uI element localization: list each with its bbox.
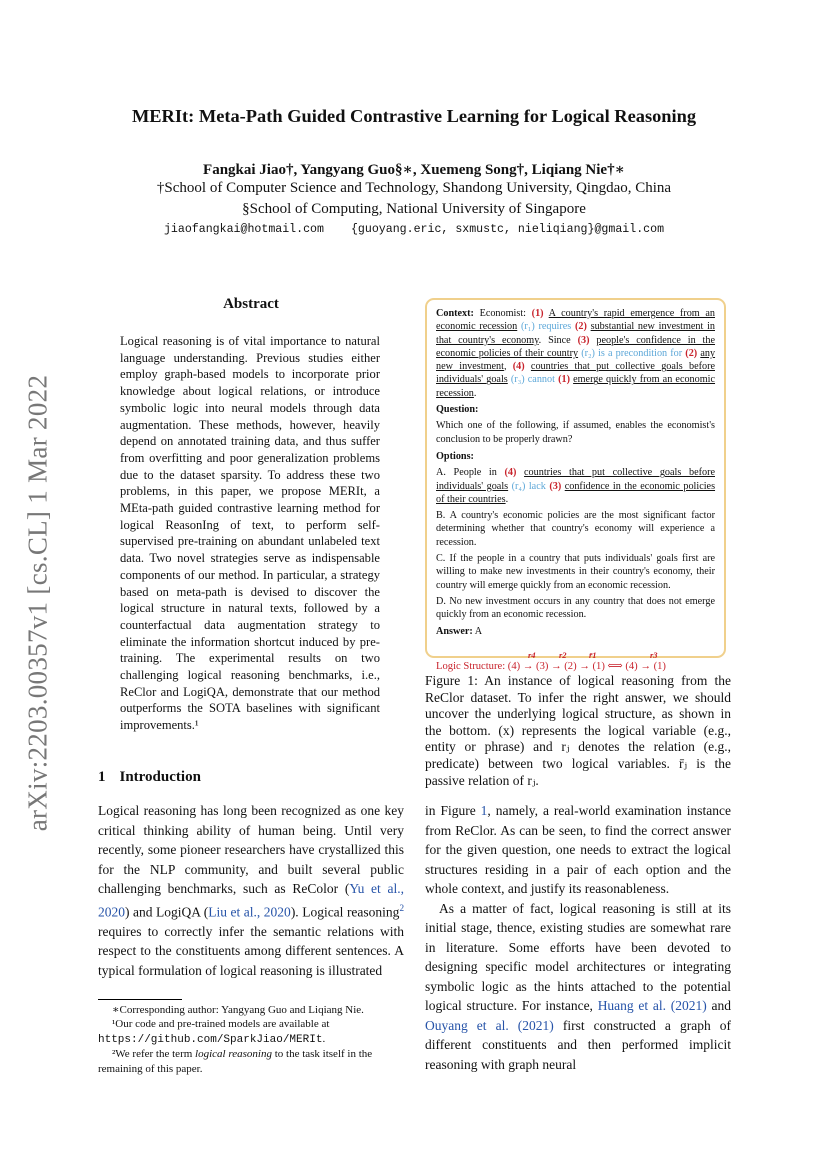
context-label: Context: xyxy=(436,308,474,319)
relation-span: (r₂) is a precondition for xyxy=(581,347,683,359)
intro-text: ) and LogiQA ( xyxy=(125,904,209,919)
email-group[interactable]: {guoyang.eric, sxmustc, nieliqiang}@gmail.com xyxy=(350,223,665,236)
intro-text: ). Logical reasoning xyxy=(290,904,400,919)
variable-span: people's confidence in the economic policies of their country xyxy=(436,334,716,359)
footnote-code xyxy=(98,1017,404,1047)
footnote-corresponding: ∗Corresponding author: Yangyang Guo and Liqiang Nie. xyxy=(112,1004,364,1016)
section-title: Introduction xyxy=(119,769,201,785)
variable-span: countries that put collective goals before individuals' goals xyxy=(436,361,715,386)
variable-marker: (1) xyxy=(531,308,544,319)
variable-marker: (2) xyxy=(575,321,587,333)
logic-structure-label: Logic Structure: xyxy=(436,660,506,672)
citation-huang-2021[interactable]: Huang et al. (2021) xyxy=(597,998,707,1013)
relation-label-r4: r4 xyxy=(528,649,536,660)
arxiv-identifier: arXiv:2203.00357v1 [cs.CL] 1 Mar 2022 xyxy=(22,374,53,832)
relation-label-r1-passive: r̄1 xyxy=(589,649,597,660)
intro-text: Logical reasoning has long been recognized as one key critical thinking ability of human being. Until very recently, some pioneer researchers have crystallized this for the NLP community, and built several public challenging benchmarks, such as ReColor ( xyxy=(98,803,404,896)
context-text: . Since xyxy=(538,334,578,346)
author-emails xyxy=(0,223,828,236)
citation-liu-2020[interactable]: Liu et al., 2020 xyxy=(208,904,291,919)
figure-context xyxy=(436,307,715,400)
option-text: A. People in xyxy=(436,467,505,479)
question-label: Question: xyxy=(436,404,479,416)
right-paragraph-2 xyxy=(425,899,731,1075)
caption-text: Figure 1: An instance of logical reasoning from the ReClor dataset. To infer the right answer, we should uncover the underlying logical structure, as shown in the bottom. (x) represents the logical variable (e.g., entity or phrase) and rⱼ denotes the relation (e.g., predicate) between two logical variables. r̄ⱼ is the passive relation of rⱼ. xyxy=(425,673,731,788)
footnote-text: ²We refer the term xyxy=(112,1048,196,1061)
relation-span: (r₁) requires xyxy=(520,321,572,333)
paper-title: MERIt: Meta-Path Guided Contrastive Learning for Logical Reasoning xyxy=(131,106,697,126)
introduction-paragraph xyxy=(98,801,404,980)
author-list: Fangkai Jiao†, Yangyang Guo§∗, Xuemeng Song†, Liqiang Nie†∗ xyxy=(203,162,625,178)
option-b: B. A country's economic policies are the most significant factor determining whether that country's economy will experience a recession. xyxy=(436,510,715,548)
citation-yu-2020[interactable]: Yu et al., 2020 xyxy=(98,881,404,919)
figure-1-box xyxy=(425,298,726,672)
figure-ref-1[interactable]: 1 xyxy=(480,803,488,818)
relation-label-r2: r2 xyxy=(559,649,567,660)
abstract-body xyxy=(120,333,380,734)
variable-marker: (3) xyxy=(577,334,590,346)
variable-span: emerge quickly from an economic recession xyxy=(436,374,716,399)
section-number: 1 xyxy=(98,769,106,785)
question-text: Which one of the following, if assumed, enables the economist's conclusion to be properly drawn? xyxy=(436,420,715,445)
answer-line xyxy=(436,625,715,638)
options-label: Options: xyxy=(436,450,474,462)
footnote-term xyxy=(98,1047,404,1076)
variable-span: A country's rapid emergence from an economic recession xyxy=(436,308,716,333)
abstract-text: Logical reasoning is of vital importance to natural language understanding. Previous studies either employ graph-based models to incorporate prior knowledge about logical relations, or introduce symbolic logic into neural models through data augmentation. These methods, however, heavily depend on annotated training data, and thus suffer from overfitting and poor generalization problems due to the dataset sparsity. To address these two problems, in this paper, we propose MERIt, a MEta-path guided contrastive learning method for logical ReasonIng of text, to perform self-supervised pre-training on abundant unlabeled text data. Two novel strategies serve as indispensable components of our method. In particular, a strategy based on meta-path is devised to discover the logical structure in natural texts, followed by a counterfactual data augmentation strategy to eliminate the information shortcut induced by pre-training. The experimental results on two challenging logical reasoning benchmarks, i.e., ReClor and LogiQA, demonstrate that our method outperforms the SOTA baselines with significant improvements.¹ xyxy=(120,334,380,733)
answer-label: Answer: xyxy=(436,625,473,637)
arxiv-sidebar xyxy=(8,368,68,838)
right-paragraph-1 xyxy=(425,801,731,899)
context-text: . xyxy=(473,387,477,399)
code-link[interactable]: https://github.com/SparkJiao/MERIt xyxy=(98,1033,323,1046)
variable-marker: (3) xyxy=(549,480,562,492)
variable-span: countries that put collective goals before individuals' goals xyxy=(436,467,715,492)
body-text: , namely, a real-world examination instance from ReClor. As can be seen, to find the correct answer for the given question, one needs to extract the logical structures residing in a pair of each option and the whole context, and justify its reasonableness. xyxy=(425,803,731,896)
body-text: in Figure xyxy=(425,803,481,818)
relation-label-r3: r3 xyxy=(650,649,658,660)
option-c: C. If the people in a country that puts individuals' goals first are willing to make new investments in their country's economy, their country will emerge quickly from an economic recession. xyxy=(436,553,715,591)
option-d: D. No new investment occurs in any country that does not emerge quickly from an economic recession. xyxy=(436,595,715,621)
option-a xyxy=(436,466,715,506)
context-text: , xyxy=(503,361,513,373)
footnote-divider xyxy=(98,999,182,1000)
footnote-ref-2[interactable]: 2 xyxy=(399,902,405,913)
variable-span: substantial new investment in that country's economy xyxy=(436,321,715,346)
relation-span: (r₄) lack xyxy=(511,480,546,492)
answer-value: A xyxy=(472,625,483,637)
variable-marker: (4) xyxy=(512,361,525,373)
footnotes xyxy=(98,1003,404,1076)
context-text: Economist: xyxy=(473,308,532,319)
footnote-text: to the task itself in the remaining of this paper. xyxy=(98,1048,373,1075)
variable-marker: (2) xyxy=(685,347,698,359)
section-heading-introduction xyxy=(98,769,215,786)
logic-structure-line xyxy=(436,649,715,673)
variable-span: confidence in the economic policies of their countries xyxy=(436,480,716,505)
body-text: first constructed a graph of different constituents and then performed implicit reasoning with graph neural xyxy=(425,1017,731,1072)
affiliation-shandong: †School of Computer Science and Technology, Shandong University, Qingdao, China xyxy=(156,180,672,196)
variable-marker: (1) xyxy=(558,374,570,386)
email-jiao[interactable]: jiaofangkai@hotmail.com xyxy=(163,223,324,236)
footnote-emphasis: logical reasoning xyxy=(195,1048,272,1061)
body-text: and xyxy=(706,998,732,1013)
variable-marker: (4) xyxy=(504,467,517,479)
figure-1-caption xyxy=(425,673,731,789)
variable-span: any new investment xyxy=(436,347,716,373)
relation-span: (r₃) cannot xyxy=(510,374,555,386)
footnote-text: . xyxy=(322,1032,326,1045)
affiliation-nus: §School of Computing, National University of Singapore xyxy=(242,201,586,217)
right-column-text xyxy=(425,801,731,1074)
citation-ouyang-2021[interactable]: Ouyang et al. (2021) xyxy=(425,1017,554,1033)
footnote-text: ¹Our code and pre-trained models are available at xyxy=(112,1018,330,1031)
abstract-heading: Abstract xyxy=(223,296,279,312)
option-text: . xyxy=(505,493,509,505)
body-text: As a matter of fact, logical reasoning is still at its initial stage, thence, existing studies are somewhat rare in literature. Some efforts have been devoted to designing specific model architectures or integrating symbolic logic as the hints attached to the potential logical structure. For instance, xyxy=(425,900,731,1013)
logic-chain: (4) → (3) → (2) → (1) ⟺ (4) → (1) xyxy=(507,660,666,672)
intro-text: requires to correctly infer the semantic relations with respect to the constituents among different sentences. A typical formulation of logical reasoning is illustrated xyxy=(98,923,404,978)
